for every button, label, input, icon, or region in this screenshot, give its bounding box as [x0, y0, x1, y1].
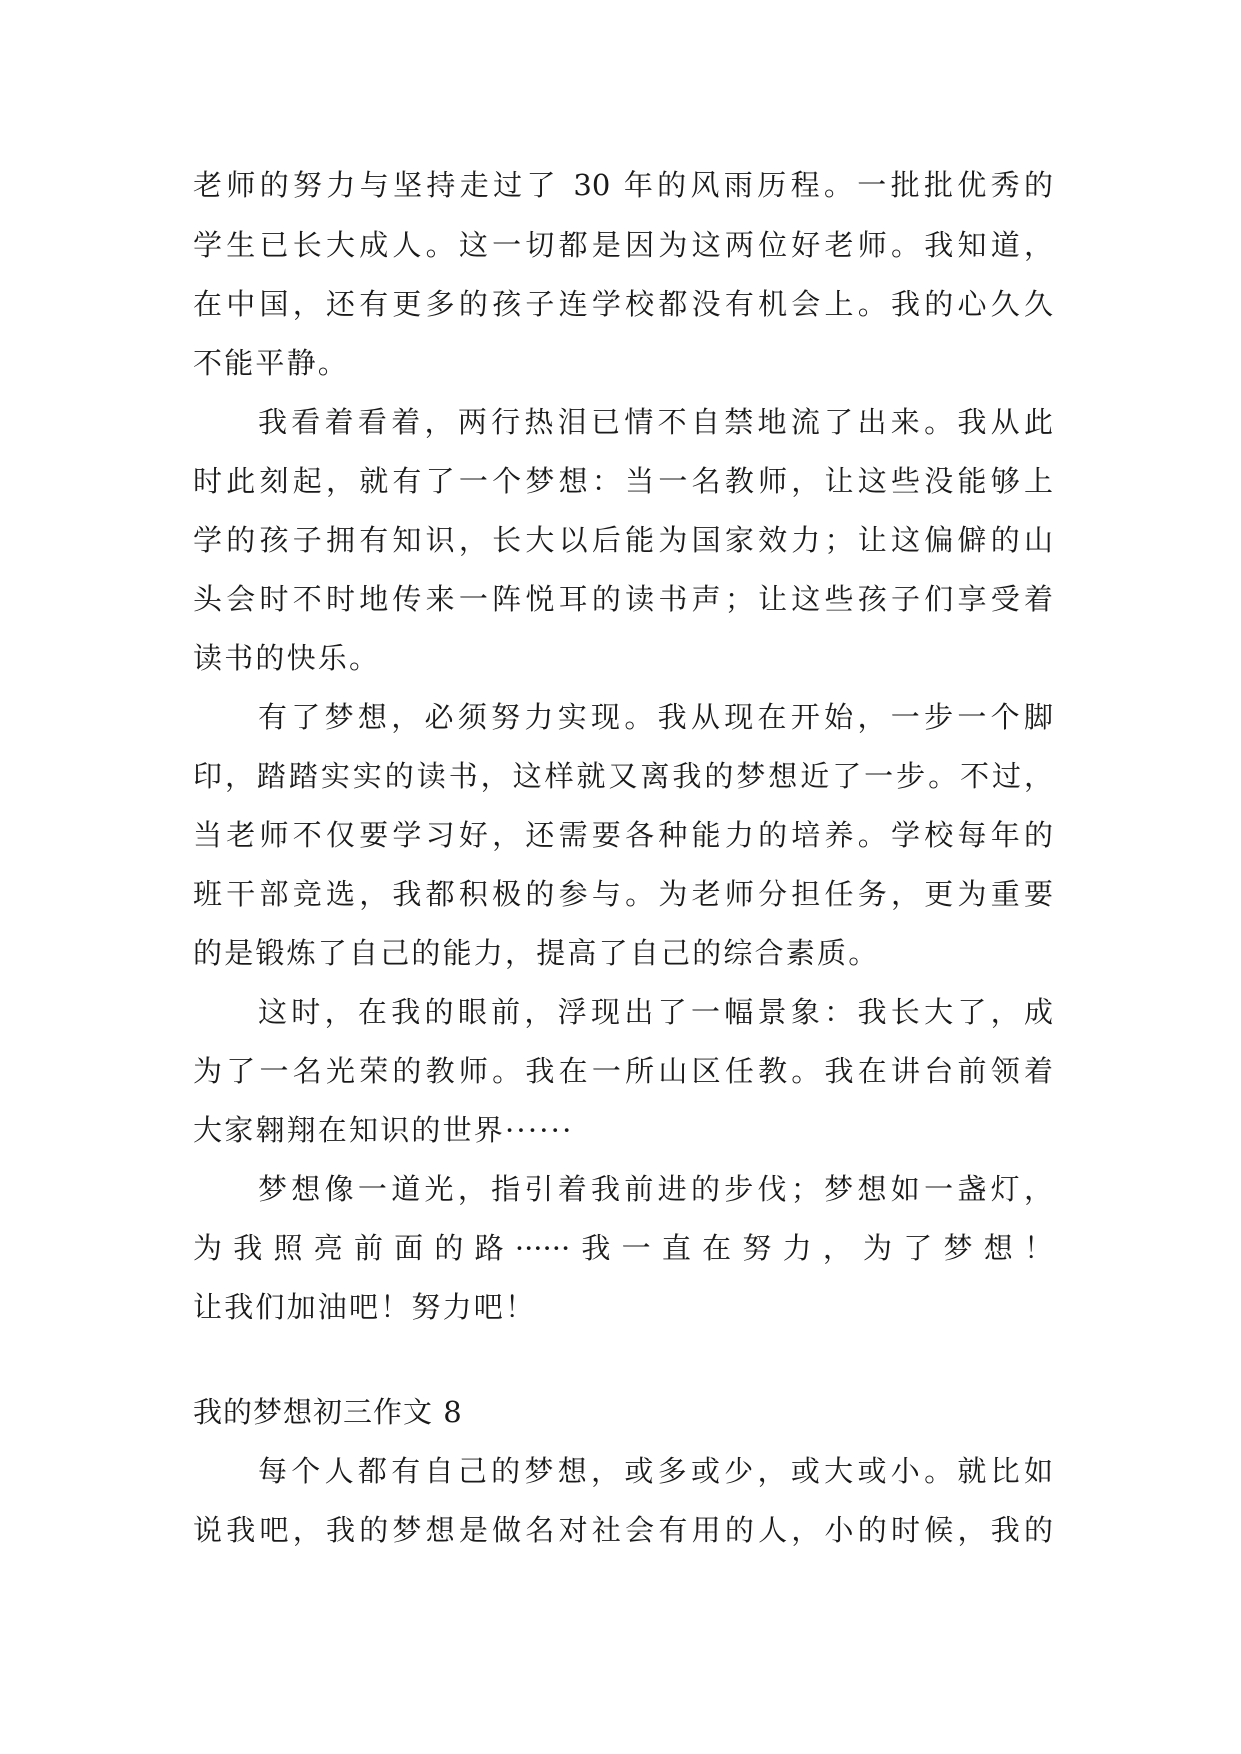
paragraph-line: 为了一名光荣的教师。我在一所山区任教。我在讲台前领着	[193, 1054, 1053, 1088]
paragraph-line: 在中国，还有更多的孩子连学校都没有机会上。我的心久久	[193, 287, 1053, 321]
paragraph-line: 读书的快乐。	[193, 641, 381, 675]
paragraph-line: 这时，在我的眼前，浮现出了一幅景象：我长大了，成	[258, 995, 1053, 1029]
section-title: 我的梦想初三作文 8	[193, 1395, 463, 1429]
paragraph-line: 我看着看着，两行热泪已情不自禁地流了出来。我从此	[258, 405, 1053, 439]
paragraph-line: 老师的努力与坚持走过了 30 年的风雨历程。一批批优秀的	[193, 168, 1053, 202]
paragraph-line: 头会时不时地传来一阵悦耳的读书声；让这些孩子们享受着	[193, 582, 1053, 616]
paragraph-line: 当老师不仅要学习好，还需要各种能力的培养。学校每年的	[193, 818, 1053, 852]
paragraph-line: 学的孩子拥有知识，长大以后能为国家效力；让这偏僻的山	[193, 523, 1053, 557]
paragraph-line: 班干部竞选，我都积极的参与。为老师分担任务，更为重要	[193, 877, 1053, 911]
paragraph-line: 每个人都有自己的梦想，或多或少，或大或小。就比如	[258, 1454, 1053, 1488]
paragraph-line: 梦想像一道光，指引着我前进的步伐；梦想如一盏灯，	[258, 1172, 1053, 1206]
paragraph-line: 大家翱翔在知识的世界······	[193, 1113, 574, 1147]
paragraph-line: 说我吧，我的梦想是做名对社会有用的人，小的时候，我的	[193, 1513, 1053, 1547]
paragraph-line: 为我照亮前面的路······我一直在努力，为了梦想！	[193, 1231, 1053, 1265]
paragraph-line: 不能平静。	[193, 346, 350, 380]
paragraph-line: 时此刻起，就有了一个梦想：当一名教师，让这些没能够上	[193, 464, 1053, 498]
paragraph-line: 的是锻炼了自己的能力，提高了自己的综合素质。	[193, 936, 880, 970]
paragraph-line: 让我们加油吧！努力吧！	[193, 1290, 537, 1324]
paragraph-line: 印，踏踏实实的读书，这样就又离我的梦想近了一步。不过，	[193, 759, 1053, 793]
paragraph-line: 有了梦想，必须努力实现。我从现在开始，一步一个脚	[258, 700, 1053, 734]
paragraph-line: 学生已长大成人。这一切都是因为这两位好老师。我知道，	[193, 228, 1053, 262]
